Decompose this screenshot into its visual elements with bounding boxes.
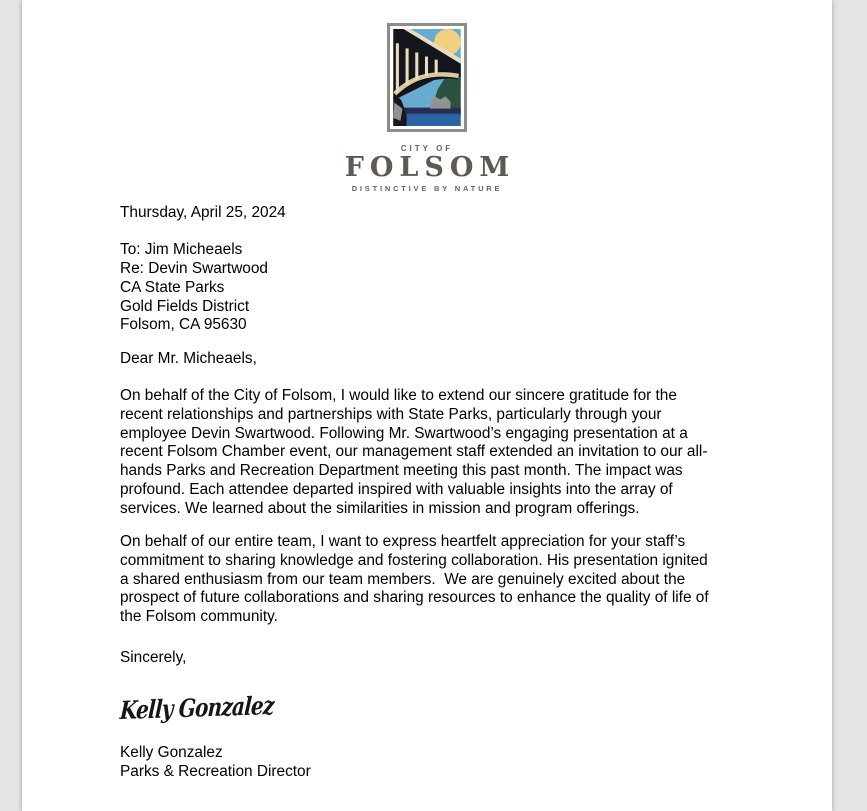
- signer-name: Kelly Gonzalez: [120, 744, 223, 762]
- paragraph-line: recent relationships and partnerships with State Parks, particularly through your: [120, 406, 662, 423]
- paragraph-2: [120, 533, 760, 627]
- bridge-pillar: [406, 48, 409, 85]
- recipient-line: Folsom, CA 95630: [120, 316, 247, 334]
- paragraph-line: prospect of future collaborations and sharing resources to enhance the quality of life of: [120, 589, 709, 607]
- salutation: Dear Mr. Micheaels,: [120, 349, 257, 367]
- paragraph-line: On behalf of our entire team, I want to express heartfelt appreciation for your staff’s: [120, 533, 686, 551]
- paragraph-1: [120, 387, 760, 518]
- letter-page: [22, 0, 832, 811]
- letter-body: [120, 204, 762, 782]
- bridge-pillar: [415, 52, 418, 80]
- paragraph-line: profound. Each attendee departed inspired with valuable insights into the array of: [120, 480, 673, 498]
- recipient-line: Re: Devin Swartwood: [120, 260, 268, 278]
- signer-title: Parks & Recreation Director: [120, 763, 311, 781]
- paragraph-line: On behalf of the City of Folsom, I would like to extend our sincere gratitude for the: [120, 387, 677, 405]
- paragraph-line: hands Parks and Recreation Department meeting this past month. The impact was: [120, 462, 683, 480]
- recipient-address-block: [120, 241, 762, 335]
- logo-tagline-text: DISTINCTIVE BY NATURE: [351, 184, 503, 193]
- paragraph-line: employee Devin Swartwood. Following Mr. Swartwood’s engaging presentation at a: [120, 424, 688, 442]
- paragraph-line: recent Folsom Chamber event, our management staff extended an invitation to our all-: [120, 443, 708, 461]
- paragraph-line: services. We learned about the similarities in mission and program offerings.: [120, 499, 640, 517]
- paragraph-line: a shared enthusiasm from our team members. We are genuinely excited about the: [120, 570, 686, 588]
- recipient-line: To: Jim Micheaels: [120, 241, 243, 259]
- logo-frame: [387, 23, 467, 132]
- letter-date: Thursday, April 25, 2024: [120, 204, 286, 221]
- paragraph-line: the Folsom community.: [120, 608, 278, 626]
- recipient-line: CA State Parks: [120, 278, 225, 296]
- handwritten-signature: Kelly Gonzalez: [119, 691, 275, 726]
- recipient-line: Gold Fields District: [120, 297, 250, 315]
- bridge-pillar: [396, 43, 399, 92]
- logo-city-of-text: CITY OF: [400, 144, 454, 153]
- bridge-pillar: [425, 57, 428, 76]
- folsom-logo: [22, 0, 832, 193]
- folsom-bridge-logo-art: [393, 29, 461, 126]
- closing: Sincerely,: [120, 648, 187, 666]
- logo-folsom-text: FOLSOM: [344, 152, 516, 183]
- bridge-pillar: [435, 60, 438, 74]
- paragraph-line: commitment to sharing knowledge and fostering collaboration. His presentation ignited: [120, 551, 708, 569]
